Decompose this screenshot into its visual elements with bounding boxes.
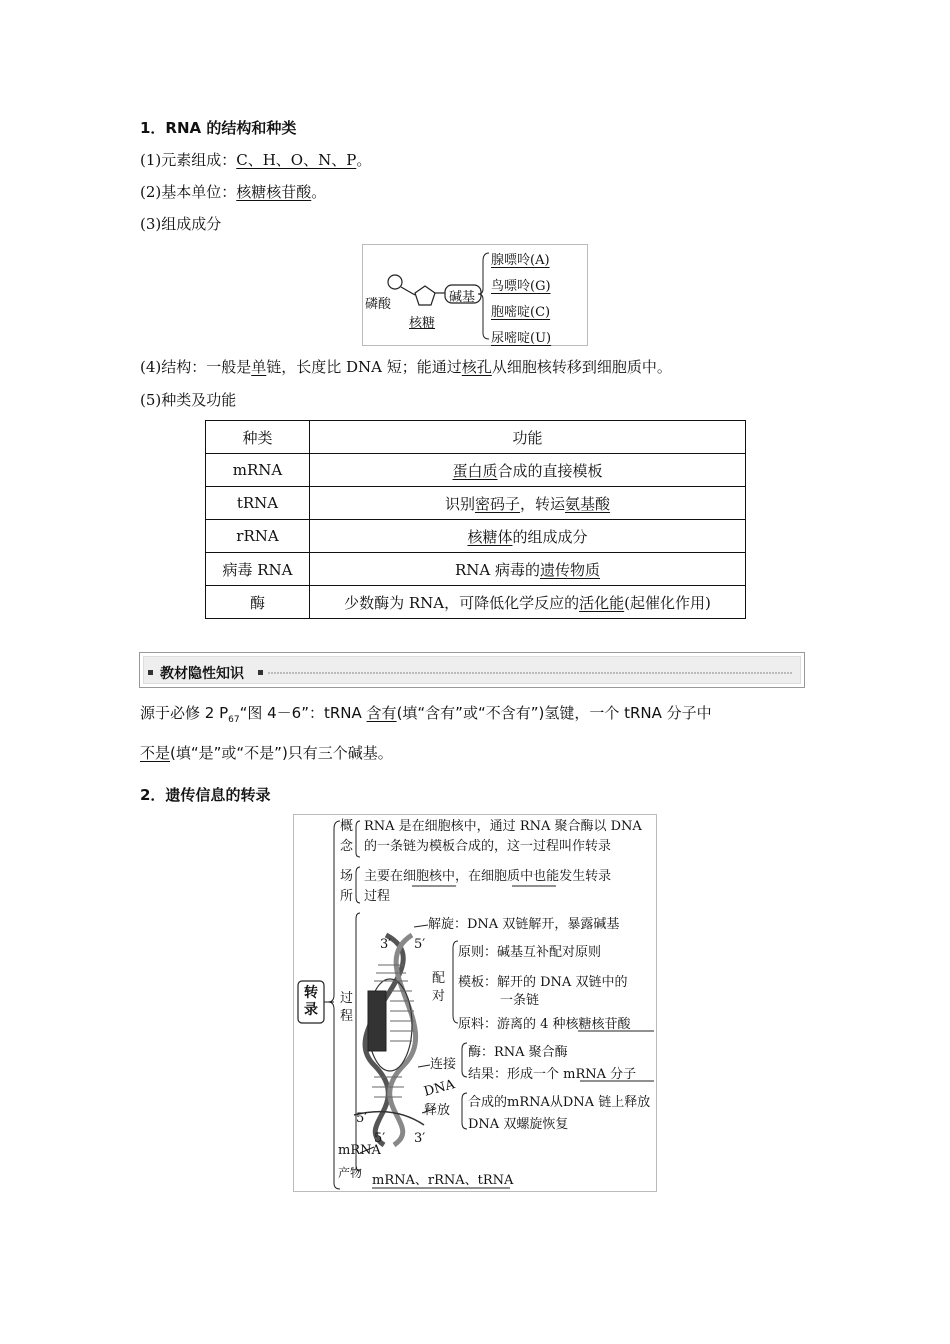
pair-label-1: 配 xyxy=(432,971,446,986)
kind-cell: mRNA xyxy=(206,454,310,487)
product-text: mRNA、rRNA、tRNA xyxy=(372,1173,514,1188)
function-cell xyxy=(310,586,746,619)
pair-label-2: 对 xyxy=(432,989,446,1004)
prime-label: 5′ xyxy=(374,1131,386,1146)
base-adenine: 腺嘌呤(A) xyxy=(491,253,550,268)
kind-cell: tRNA xyxy=(206,487,310,520)
composition-heading: (3)组成成分 xyxy=(140,215,222,233)
answer: 细胞核 xyxy=(403,869,443,884)
table-row xyxy=(206,520,746,553)
text: 结果：形成一个 xyxy=(468,1067,564,1082)
function-cell xyxy=(310,553,746,586)
answer: 细胞质 xyxy=(481,869,521,884)
text: 的组成成分 xyxy=(512,527,588,546)
process-label-2: 程 xyxy=(340,1009,354,1024)
base-cytosine: 胞嘧啶(C) xyxy=(491,305,551,320)
place-text-1 xyxy=(364,869,611,885)
release-label-2: 释放 xyxy=(424,1103,451,1118)
banner-title: 教材隐性知识 xyxy=(160,666,244,682)
phosphate-label: 磷酸 xyxy=(365,297,392,312)
text: “图 4－6”：tRNA xyxy=(239,704,367,722)
square-bullet-icon xyxy=(258,670,263,675)
table-row xyxy=(206,553,746,586)
header-kind: 种类 xyxy=(206,421,310,454)
sugar-label: 核糖 xyxy=(409,316,436,331)
concept-label-1: 概 xyxy=(340,819,354,834)
connect-label: 连接 xyxy=(430,1057,457,1072)
answer: 核糖核苷酸 xyxy=(565,1017,631,1032)
text: 中也能发生转录 xyxy=(520,869,612,884)
hidden-knowledge-line1 xyxy=(140,703,712,730)
material-text xyxy=(458,1017,631,1033)
answer: mRNA 分子 xyxy=(563,1067,637,1082)
product-label: 产物 xyxy=(338,1166,363,1180)
prime-label: 5′ xyxy=(356,1111,368,1126)
element-composition xyxy=(140,150,371,170)
hidden-knowledge-banner xyxy=(139,652,805,688)
function-cell xyxy=(310,487,746,520)
principle-text: 原则：碱基互补配对原则 xyxy=(458,945,602,960)
answer: 含有 xyxy=(366,704,397,722)
text: 中，在 xyxy=(442,869,482,884)
text: 少数酶为 RNA，可降低化学反应的 xyxy=(344,593,580,612)
label: (1)元素组成： xyxy=(140,151,237,169)
result-text xyxy=(468,1067,636,1083)
base-guanine: 鸟嘌呤(G) xyxy=(491,279,551,294)
nucleotide-diagram xyxy=(362,244,588,346)
answer: 核糖核苷酸 xyxy=(236,183,312,201)
process-label-1: 过 xyxy=(340,991,354,1006)
concept-label-2: 念 xyxy=(340,839,354,854)
types-heading: (5)种类及功能 xyxy=(140,391,237,409)
text: ，转运 xyxy=(520,494,566,513)
template-text-2: 一条链 xyxy=(500,993,540,1008)
answer: 核糖体 xyxy=(467,527,513,546)
base-label: 碱基 xyxy=(449,290,476,305)
release-text-1: 合成的mRNA从DNA 链上释放 xyxy=(468,1095,651,1110)
release-label-1: DNA xyxy=(422,1077,457,1100)
prime-label: 3′ xyxy=(414,1131,426,1146)
unwind-text: 解旋：DNA 双链解开，暴露碱基 xyxy=(428,917,620,932)
answer: C、H、O、N、P xyxy=(236,151,357,169)
answer: 密码子 xyxy=(474,494,520,513)
kind-cell: 病毒 RNA xyxy=(206,553,310,586)
text: (4)结构：一般是 xyxy=(140,358,252,376)
kind-cell: rRNA xyxy=(206,520,310,553)
concept-text-2: 的一条链为模板合成的，这一过程叫作转录 xyxy=(364,839,612,854)
answer: 核孔 xyxy=(461,358,492,376)
function-cell xyxy=(310,520,746,553)
section1-heading: 1．RNA 的结构和种类 xyxy=(140,119,297,137)
text: 合成的直接模板 xyxy=(497,461,603,480)
kind-cell: 酶 xyxy=(206,586,310,619)
text: 从细胞核转移到细胞质中。 xyxy=(491,358,672,376)
answer: 单 xyxy=(251,358,267,376)
text: 原料：游离的 4 种 xyxy=(458,1017,566,1032)
table-row xyxy=(206,487,746,520)
place-label-2: 所 xyxy=(340,889,354,904)
header-function: 功能 xyxy=(310,421,746,454)
enzyme-text: 酶：RNA 聚合酶 xyxy=(468,1045,568,1060)
prime-label: 3′ xyxy=(380,937,392,952)
structure-line xyxy=(140,357,672,377)
function-cell xyxy=(310,454,746,487)
text: 链，长度比 DNA 短；能通过 xyxy=(266,358,462,376)
template-text-1: 模板：解开的 DNA 双链中的 xyxy=(458,975,628,990)
table-header-row xyxy=(206,421,746,454)
release-text-2: DNA 双螺旋恢复 xyxy=(468,1117,569,1132)
text: 源于必修 2 P xyxy=(140,704,229,722)
answer: 活化能 xyxy=(579,593,625,612)
text: RNA 病毒的 xyxy=(454,560,540,579)
base-uracil: 尿嘧啶(U) xyxy=(491,331,552,346)
rna-types-table xyxy=(205,420,746,619)
root-label: 转录 xyxy=(304,985,318,1018)
basic-unit xyxy=(140,182,326,202)
square-bullet-icon xyxy=(148,670,153,675)
answer: 蛋白质 xyxy=(452,461,498,480)
hidden-knowledge-line2 xyxy=(140,743,393,763)
answer: 遗传物质 xyxy=(540,560,601,579)
text: 主要在 xyxy=(364,869,404,884)
text: (起催化作用) xyxy=(624,593,711,612)
transcription-diagram xyxy=(293,814,657,1192)
page-subscript: 67 xyxy=(228,715,240,725)
mrna-label: mRNA xyxy=(338,1143,381,1158)
banner-background xyxy=(143,656,801,684)
place-text-2: 过程 xyxy=(364,889,391,904)
table-row xyxy=(206,454,746,487)
prime-label: 5′ xyxy=(414,937,426,952)
label: (2)基本单位： xyxy=(140,183,237,201)
section2-heading: 2．遗传信息的转录 xyxy=(140,786,271,804)
banner-divider xyxy=(268,672,792,674)
text: (填“是”或“不是”)只有三个碱基。 xyxy=(170,744,393,762)
suffix: 。 xyxy=(356,151,372,169)
text: 识别 xyxy=(444,494,475,513)
table-row xyxy=(206,586,746,619)
concept-text-1: RNA 是在细胞核中，通过 RNA 聚合酶以 DNA xyxy=(364,819,642,834)
suffix: 。 xyxy=(311,183,327,201)
answer: 不是 xyxy=(140,744,171,762)
place-label-1: 场 xyxy=(340,869,354,884)
text: (填“含有”或“不含有”)氢键，一个 tRNA 分子中 xyxy=(396,704,712,722)
answer: 氨基酸 xyxy=(565,494,611,513)
